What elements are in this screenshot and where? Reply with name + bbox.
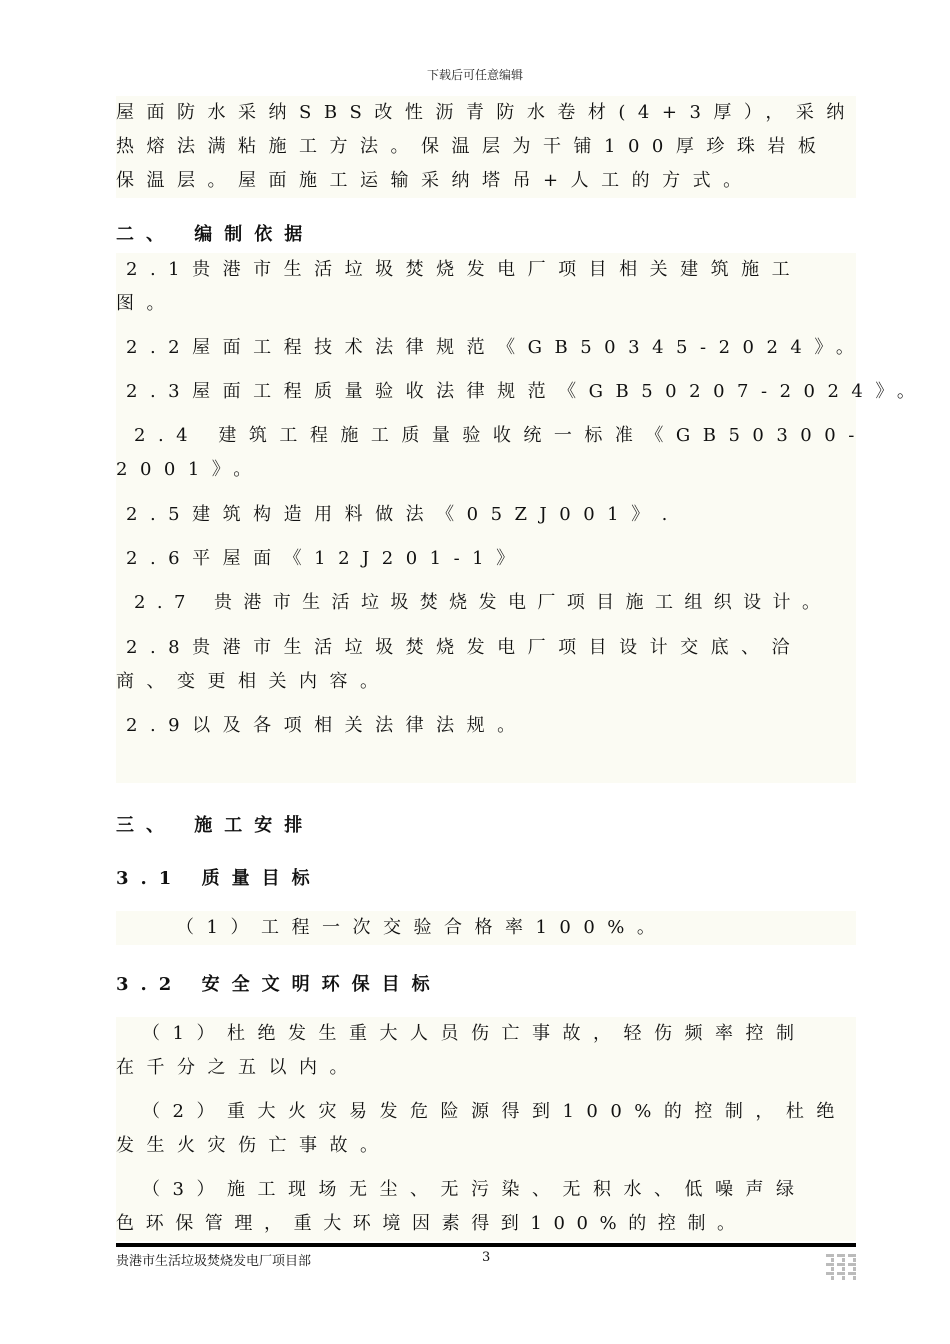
list-item-line: 2.4 建筑工程施工质量验收统一标准《GB50300-	[134, 425, 867, 446]
page-number: 3	[482, 1250, 491, 1265]
intro-line: 保温层。屋面施工运输采纳塔吊+人工的方式。	[116, 170, 754, 191]
list-item-line: 2.7 贵港市生活垃圾焚烧发电厂项目施工组织设计。	[134, 592, 832, 613]
list-item	[116, 253, 802, 321]
list-item	[116, 542, 527, 576]
list-item-line: 2.2屋面工程技术法律规范《GB50345-2024》。	[126, 337, 867, 358]
intro-paragraph	[116, 96, 856, 198]
footer-organization: 贵港市生活垃圾焚烧发电厂项目部	[116, 1254, 312, 1269]
list-item	[116, 419, 867, 487]
list-item-line: 商、变更相关内容。	[116, 671, 391, 692]
list-item	[116, 709, 528, 743]
intro-line: 热熔法满粘施工方法。保温层为干铺100厚珍珠岩板	[116, 136, 829, 157]
list-item	[116, 1017, 856, 1085]
list-item-line: 发生火灾伤亡事故。	[116, 1135, 391, 1156]
list-item	[116, 331, 866, 365]
list-item	[116, 1173, 856, 1241]
list-item-line: 色环保管理，重大环境因素得到100%的控制。	[116, 1213, 747, 1234]
list-item-line: （2）重大火灾易发危险源得到100%的控制，杜绝	[142, 1101, 847, 1122]
section-3-heading: 三、 施工安排	[116, 815, 315, 836]
list-item-line: （3）施工现场无尘、无污染、无积水、低噪声绿	[142, 1179, 807, 1200]
list-item-line: 2001》。	[116, 459, 264, 480]
list-item-line: 2.1贵港市生活垃圾焚烧发电厂项目相关建筑施工	[126, 259, 803, 280]
intro-line: 屋面防水采纳SBS改性沥青防水卷材(4+3厚），采纳	[116, 102, 857, 123]
list-item	[116, 631, 802, 699]
section-2-heading: 二、 编制依据	[116, 224, 315, 245]
list-item-line: 2.3屋面工程质量验收法律规范《GB50207-2024》。	[126, 381, 928, 402]
quality-goal-list	[116, 911, 856, 945]
subsection-3-2-heading: 3.2 安全文明环保目标	[116, 974, 442, 995]
list-item-line: 2.5建筑构造用料做法《05ZJ001》.	[126, 504, 680, 525]
section-2-list	[116, 253, 928, 783]
page-header-note: 下载后可任意编辑	[426, 68, 523, 82]
list-item	[116, 586, 831, 620]
subsection-3-1-heading: 3.1 质量目标	[116, 868, 322, 889]
watermark-logo-icon	[826, 1254, 856, 1280]
list-item-line: 2.6平屋面《12J201-1》	[126, 548, 527, 569]
list-item-line: 2.9以及各项相关法律法规。	[126, 715, 528, 736]
footer-divider	[116, 1243, 856, 1247]
list-item	[116, 498, 680, 532]
list-item: （1）工程一次交验合格率100%。	[176, 917, 668, 938]
safety-goal-list	[116, 1017, 856, 1241]
list-item-line: （1）杜绝发生重大人员伤亡事故，轻伤频率控制	[142, 1023, 807, 1044]
list-item	[116, 375, 927, 409]
list-item	[116, 1095, 856, 1163]
list-item-line: 2.8贵港市生活垃圾焚烧发电厂项目设计交底、洽	[126, 637, 803, 658]
list-item-line: 在千分之五以内。	[116, 1057, 360, 1078]
list-item-line: 图。	[116, 293, 177, 314]
